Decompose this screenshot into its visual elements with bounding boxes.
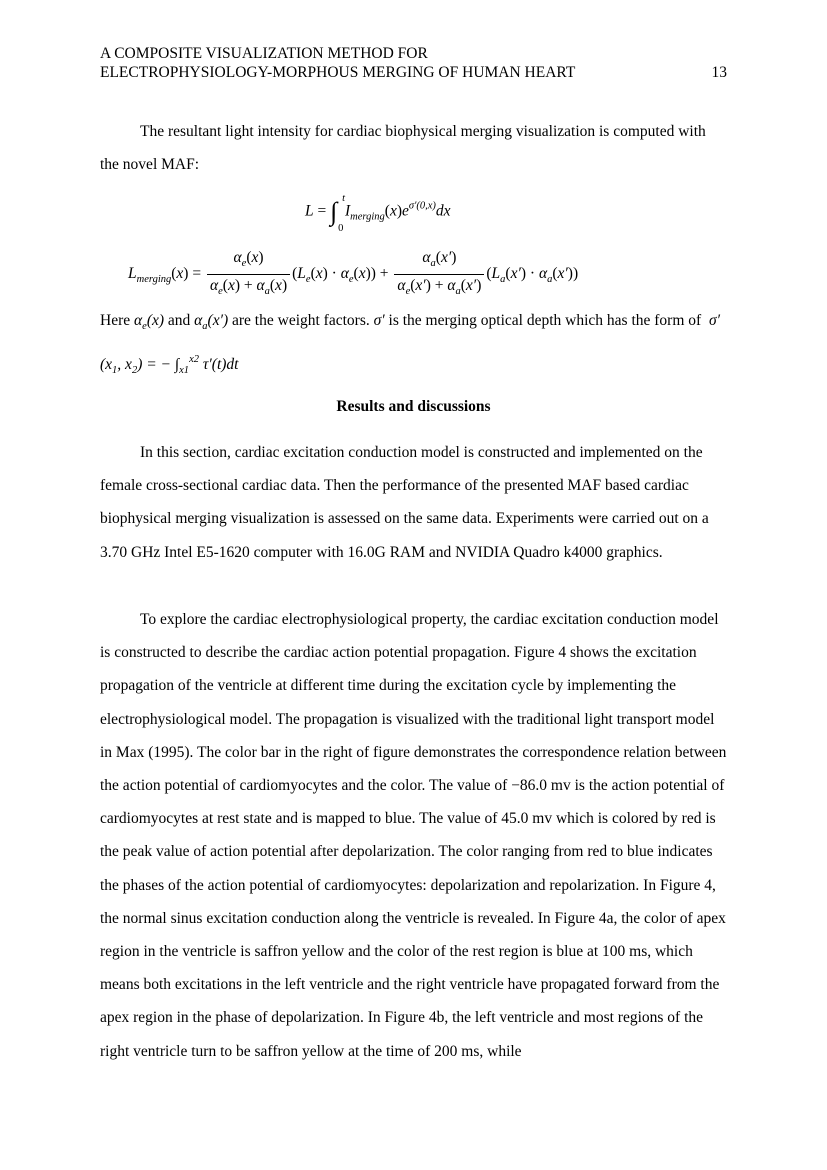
weights-paragraph: Here $\alpha_e(x)$ and $\alpha_a(x')$ are the weight factors. σ′ is the merging optical depth which has the form of $\sigma'(x_1$, $x_2$) = − $\int_{x1}^{x2}$ τ′(t)dt — [100, 312, 720, 377]
section-heading: Results and discussions — [336, 398, 491, 415]
header-title-line-1: A COMPOSITE VISUALIZATION METHOD FOR — [100, 45, 428, 62]
integral-sign: ∫ t 0 — [330, 193, 346, 234]
equation-merging: $L_{merging}(x)$ = $\frac{\alpha_e(x)}{\alpha_e(x) + \alpha_a(x)}$ $(L_e(x) \cdot \alpha_e(x))$ + $\frac{\alpha_a(x')}{\alpha_e(x') + \alpha_a(x')}$ $(L_a(x') \cdot \alpha_a(x'))$ — [128, 248, 578, 301]
weights-text-c: are the weight factors. — [232, 312, 370, 329]
body-paragraph-2: To explore the cardiac electrophysiological property, the cardiac excitation conduction model is constructed to describe the cardiac action potential propagation. Figure 4 shows the excitation propagation of the ventricle at different time during the excitation cycle by implementing the electrophysiological model. The propagation is visualized with the traditional light transport model in Max (1995). The color bar in the right of figure demonstrates the correspondence relation between the action potential of cardiomyocytes and the color. The value of −86.0 mv is the action potential of cardiomyocytes at rest state and is mapped to blue. The value of 45.0 mv which is colored by red is the peak value of action potential after depolarization. The color ranging from red to blue indicates the phases of the action potential of cardiomyocytes: depolarization and repolarization. In Figure 4, the normal sinus excitation conduction along the ventricle is revealed. In Figure 4a, the color of apex region in the ventricle is saffron yellow and the color of the rest region is blue at 100 ms, which means both excitations in the left ventricle and the right ventricle have propagated forward from the apex region in the phase of depolarization. In Figure 4b, the left ventricle and most regions of the right ventricle turn to be saffron yellow at the time of 200 ms, while — [100, 611, 727, 1060]
fraction-alpha-e: $\frac{\alpha_e(x)}{\alpha_e(x) + \alpha_a(x)}$ — [207, 248, 290, 301]
intro-paragraph: The resultant light intensity for cardiac biophysical merging visualization is computed with the novel MAF: — [100, 123, 706, 174]
weights-text-a: Here — [100, 312, 131, 329]
running-header — [100, 44, 727, 82]
weights-text-b: and — [167, 312, 191, 329]
equation-light-intensity: L = ∫ t 0 $I_{merging}(x)e^{\sigma'(0,x)}dx$ — [305, 193, 451, 234]
header-title-line-2: ELECTROPHYSIOLOGY-MORPHOUS MERGING OF HUMAN HEART — [100, 64, 576, 81]
weights-text-d: is the merging optical depth which has the form of — [388, 312, 702, 329]
fraction-alpha-a: $\frac{\alpha_a(x')}{\alpha_e(x') + \alpha_a(x')}$ — [394, 248, 484, 301]
page-number: 13 — [711, 64, 727, 81]
body-paragraph-1: In this section, cardiac excitation conduction model is constructed and implemented on the female cross-sectional cardiac data. Then the performance of the presented MAF based cardiac biophysical merging visualization is assessed on the same data. Experiments were carried out on a 3.70 GHz Intel E5-1620 computer with 16.0G RAM and NVIDIA Quadro k4000 graphics. — [100, 444, 709, 561]
